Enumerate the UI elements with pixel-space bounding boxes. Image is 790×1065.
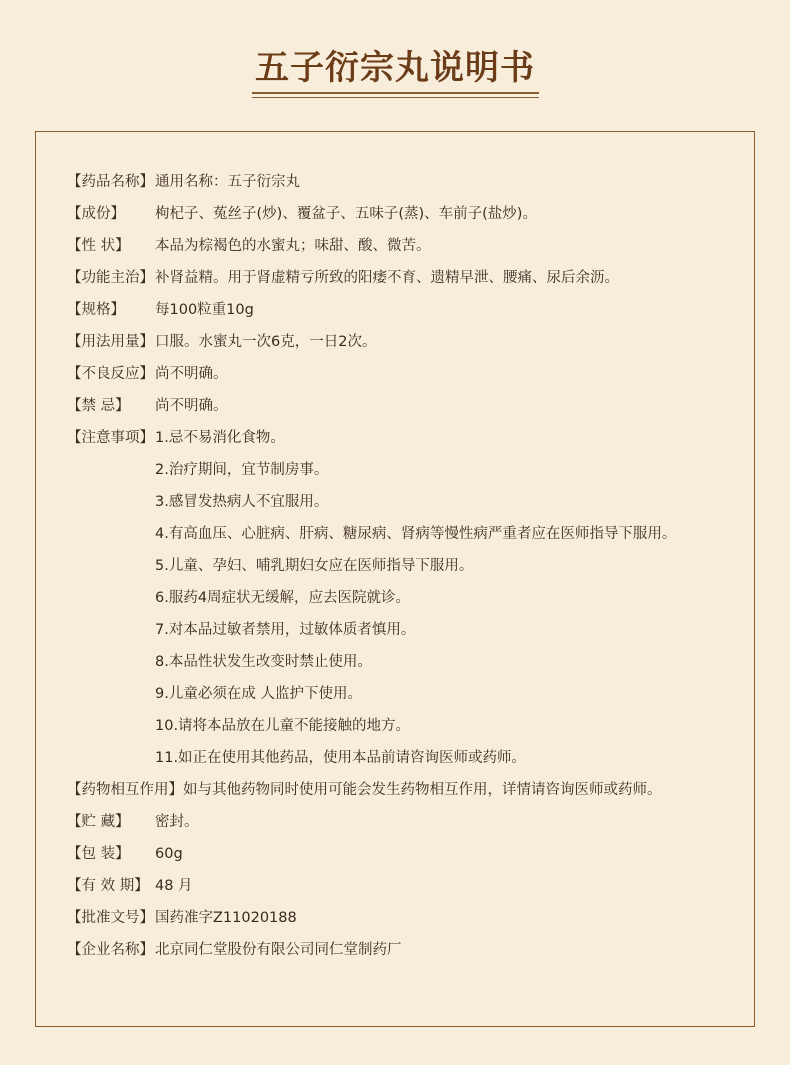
- title-underline-thin: [252, 97, 539, 98]
- row-value: 60g: [155, 846, 183, 862]
- row-indications: [67, 266, 619, 290]
- row-value: 补肾益精。用于肾虚精亏所致的阳痿不育、遗精早泄、腰痛、尿后余沥。: [155, 270, 619, 286]
- precaution-item: 3.感冒发热病人不宜服用。: [155, 494, 329, 510]
- row-expiry: [67, 874, 193, 898]
- row-label: 【功能主治】: [67, 270, 154, 286]
- row-value: 本品为棕褐色的水蜜丸；味甜、酸、微苦。: [155, 238, 431, 254]
- row-value: 口服。水蜜丸一次6克，一日2次。: [155, 334, 377, 350]
- row-value: 每100粒重10g: [155, 302, 254, 318]
- page-title: 五子衍宗丸说明书: [255, 48, 535, 88]
- row-label: 【药物相互作用】: [67, 782, 183, 798]
- row-value: 国药准字Z11020188: [155, 910, 297, 926]
- row-label: 【企业名称】: [67, 942, 154, 958]
- precaution-item: 10.请将本品放在儿童不能接触的地方。: [155, 718, 411, 734]
- row-label: 【禁 忌】: [67, 398, 130, 414]
- row-value: 48 月: [155, 878, 193, 894]
- row-label: 【贮 藏】: [67, 814, 130, 830]
- row-value: 密封。: [155, 814, 199, 830]
- row-precautions: [67, 426, 285, 450]
- precaution-item: 11.如正在使用其他药品，使用本品前请咨询医师或药师。: [155, 750, 527, 766]
- row-dosage: [67, 330, 376, 354]
- row-specification: [67, 298, 254, 322]
- row-contraindications: [67, 394, 228, 418]
- row-value: 1.忌不易消化食物。: [155, 430, 285, 446]
- precaution-item: 7.对本品过敏者禁用，过敏体质者慎用。: [155, 622, 416, 638]
- row-value: 尚不明确。: [155, 398, 228, 414]
- row-package: [67, 842, 183, 866]
- row-appearance: [67, 234, 431, 258]
- row-label: 【不良反应】: [67, 366, 154, 382]
- row-label: 【药品名称】: [67, 174, 154, 190]
- row-value: 如与其他药物同时使用可能会发生药物相互作用，详情请咨询医师或药师。: [183, 782, 662, 798]
- row-label: 【注意事项】: [67, 430, 154, 446]
- row-label: 【包 装】: [67, 846, 130, 862]
- row-label: 【用法用量】: [67, 334, 154, 350]
- row-ingredients: [67, 202, 537, 226]
- precaution-item: 5.儿童、孕妇、哺乳期妇女应在医师指导下服用。: [155, 558, 474, 574]
- row-manufacturer: [67, 938, 402, 962]
- row-label: 【批准文号】: [67, 910, 154, 926]
- row-value: 北京同仁堂股份有限公司同仁堂制药厂: [155, 942, 402, 958]
- precaution-item: 4.有高血压、心脏病、肝病、糖尿病、肾病等慢性病严重者应在医师指导下服用。: [155, 526, 677, 542]
- row-adverse-reactions: [67, 362, 228, 386]
- row-label: 【规格】: [67, 302, 125, 318]
- row-value: 枸杞子、菟丝子(炒)、覆盆子、五味子(蒸)、车前子(盐炒)。: [155, 206, 537, 222]
- row-drug-name: [67, 170, 300, 194]
- precaution-item: 8.本品性状发生改变时禁止使用。: [155, 654, 372, 670]
- row-label: 【有 效 期】: [67, 878, 149, 894]
- row-drug-interactions: [67, 778, 662, 802]
- row-storage: [67, 810, 199, 834]
- precaution-item: 6.服药4周症状无缓解，应去医院就诊。: [155, 590, 411, 606]
- title-underline: [252, 92, 539, 94]
- row-value: 尚不明确。: [155, 366, 228, 382]
- precaution-item: 2.治疗期间，宜节制房事。: [155, 462, 329, 478]
- row-label: 【成份】: [67, 206, 125, 222]
- row-label: 【性 状】: [67, 238, 130, 254]
- row-approval-number: [67, 906, 297, 930]
- row-value: 通用名称：五子衍宗丸: [155, 174, 300, 190]
- precaution-item: 9.儿童必须在成 人监护下使用。: [155, 686, 362, 702]
